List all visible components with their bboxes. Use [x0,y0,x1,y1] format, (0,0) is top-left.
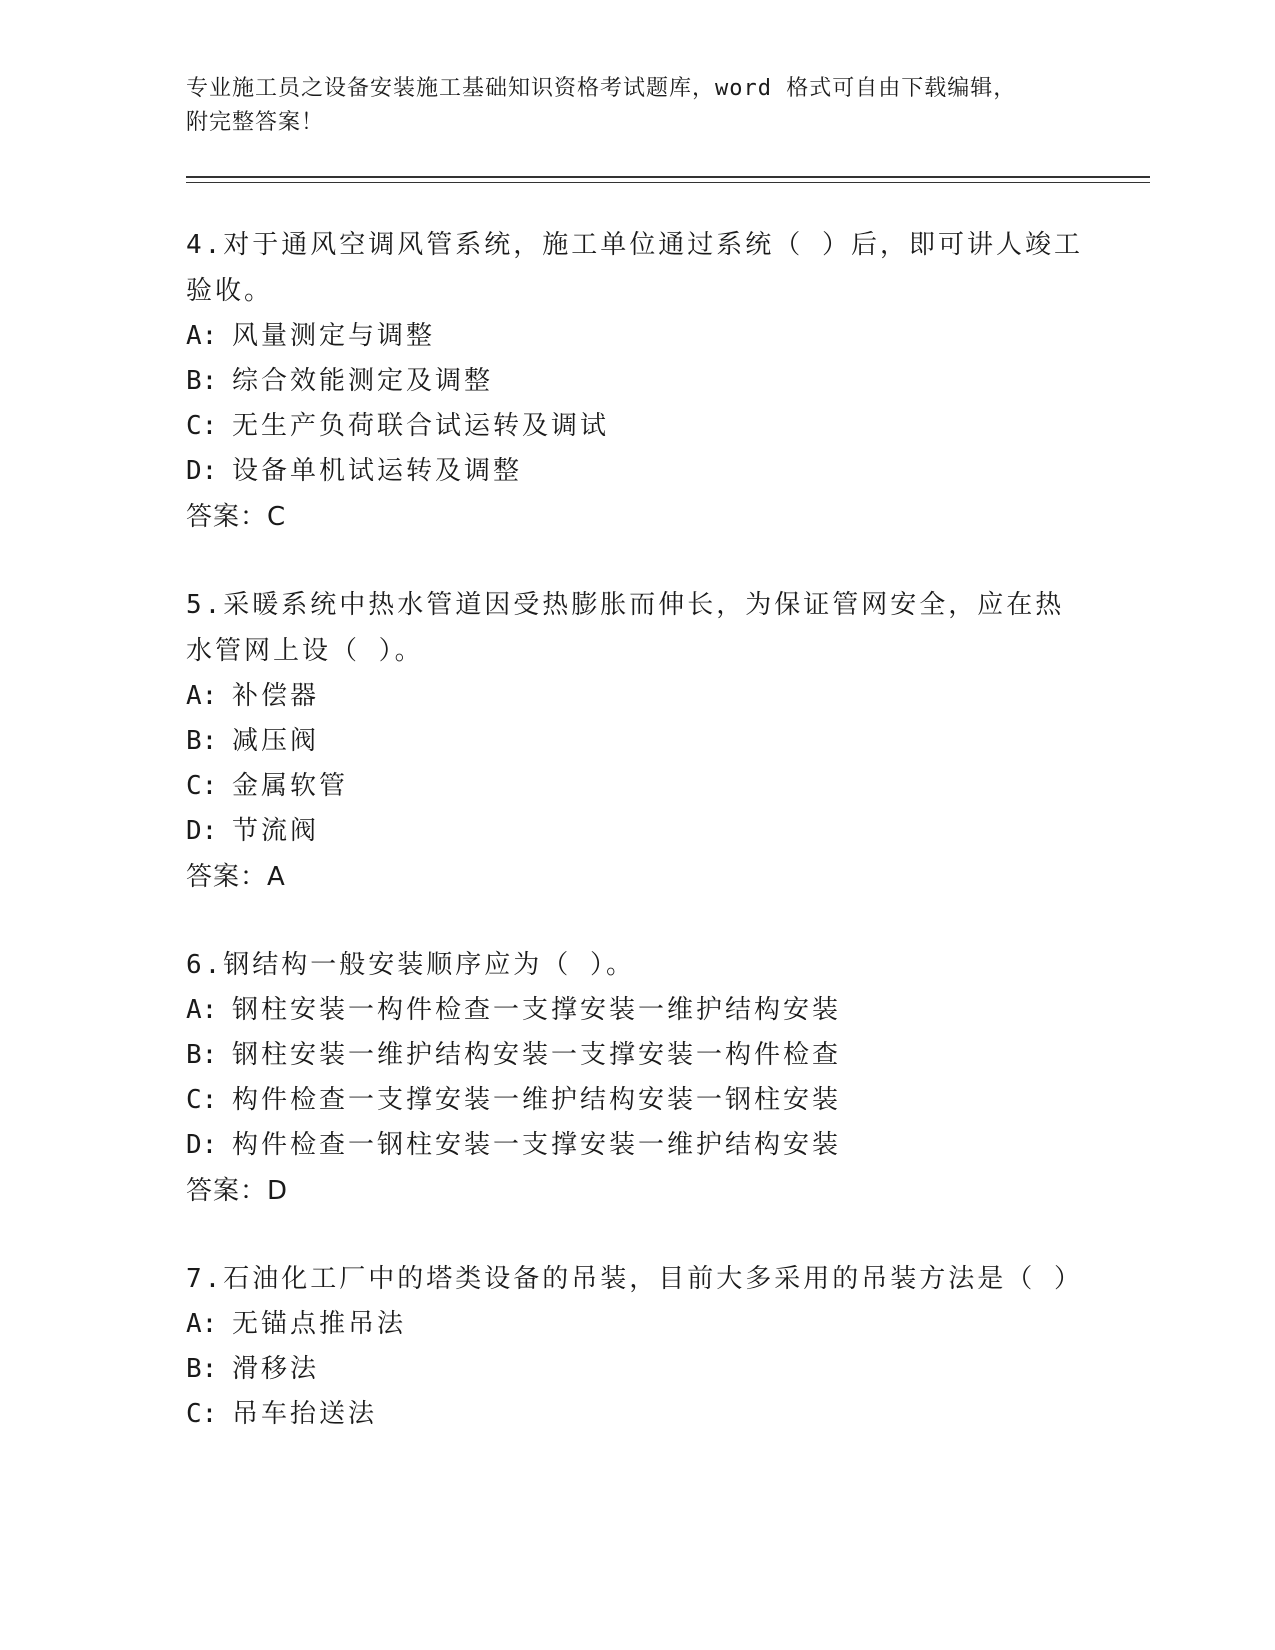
question-stem-line: 4.对于通风空调风管系统，施工单位通过系统（ ）后，即可讲人竣工 [186,230,1083,260]
option-letter: A: [186,681,218,711]
option-text: 吊车抬送法 [232,1399,378,1429]
option-letter: C: [186,1085,218,1115]
option-letter: B: [186,726,218,756]
option-letter: C: [186,771,218,801]
option-letter: A: [186,995,218,1025]
question-stem-line: 验收。 [186,276,274,306]
option-text: 无锚点推吊法 [232,1309,407,1339]
question-7 [186,1256,1086,1437]
option-b [186,1347,1086,1392]
question-stem-line: 水管网上设（ ）。 [186,636,424,666]
option-c [186,1392,1086,1437]
option-letter: B: [186,1040,218,1070]
question-4 [186,222,1086,540]
option-text: 无生产负荷联合试运转及调试 [232,411,610,441]
option-text: 风量测定与调整 [232,321,436,351]
option-b [186,359,1086,404]
option-letter: B: [186,366,218,396]
option-text: 滑移法 [232,1354,320,1384]
option-letter: B: [186,1354,218,1384]
option-a [186,988,1086,1033]
option-d [186,449,1086,494]
option-text: 减压阀 [232,726,320,756]
option-a [186,674,1086,719]
option-letter: D: [186,816,218,846]
option-text: 钢柱安装一构件检查一支撑安装一维护结构安装 [232,995,842,1025]
answer-line: 答案：D [186,1176,289,1206]
option-letter: C: [186,1399,218,1429]
option-a [186,314,1086,359]
option-text: 综合效能测定及调整 [232,366,494,396]
header-line-1: 专业施工员之设备安装施工基础知识资格考试题库，word 格式可自由下载编辑， [186,76,1017,101]
option-c [186,764,1086,809]
option-text: 构件检查一支撑安装一维护结构安装一钢柱安装 [232,1085,842,1115]
question-5 [186,582,1086,900]
option-letter: D: [186,456,218,486]
header-divider-thick [186,176,1150,178]
option-c [186,404,1086,449]
option-letter: A: [186,1309,218,1339]
question-stem-line: 5.采暖系统中热水管道因受热膨胀而伸长，为保证管网安全，应在热 [186,590,1065,620]
option-c [186,1078,1086,1123]
option-letter: C: [186,411,218,441]
option-text: 节流阀 [232,816,320,846]
option-b [186,1033,1086,1078]
answer-line: 答案：C [186,502,287,532]
question-stem-line: 7.石油化工厂中的塔类设备的吊装，目前大多采用的吊装方法是（ ） [186,1264,1083,1294]
question-stem-line: 6.钢结构一般安装顺序应为（ ）。 [186,950,635,980]
option-text: 补偿器 [232,681,320,711]
option-text: 金属软管 [232,771,349,801]
option-d [186,1123,1086,1168]
option-text: 设备单机试运转及调整 [232,456,523,486]
question-6 [186,942,1086,1214]
option-text: 构件检查一钢柱安装一支撑安装一维护结构安装 [232,1130,842,1160]
header-line-2: 附完整答案！ [186,110,325,135]
option-b [186,719,1086,764]
answer-line: 答案：A [186,862,286,892]
option-letter: A: [186,321,218,351]
option-letter: D: [186,1130,218,1160]
option-d [186,809,1086,854]
document-header [186,72,1066,140]
option-a [186,1302,1086,1347]
header-divider-thin [186,182,1150,183]
option-text: 钢柱安装一维护结构安装一支撑安装一构件检查 [232,1040,842,1070]
